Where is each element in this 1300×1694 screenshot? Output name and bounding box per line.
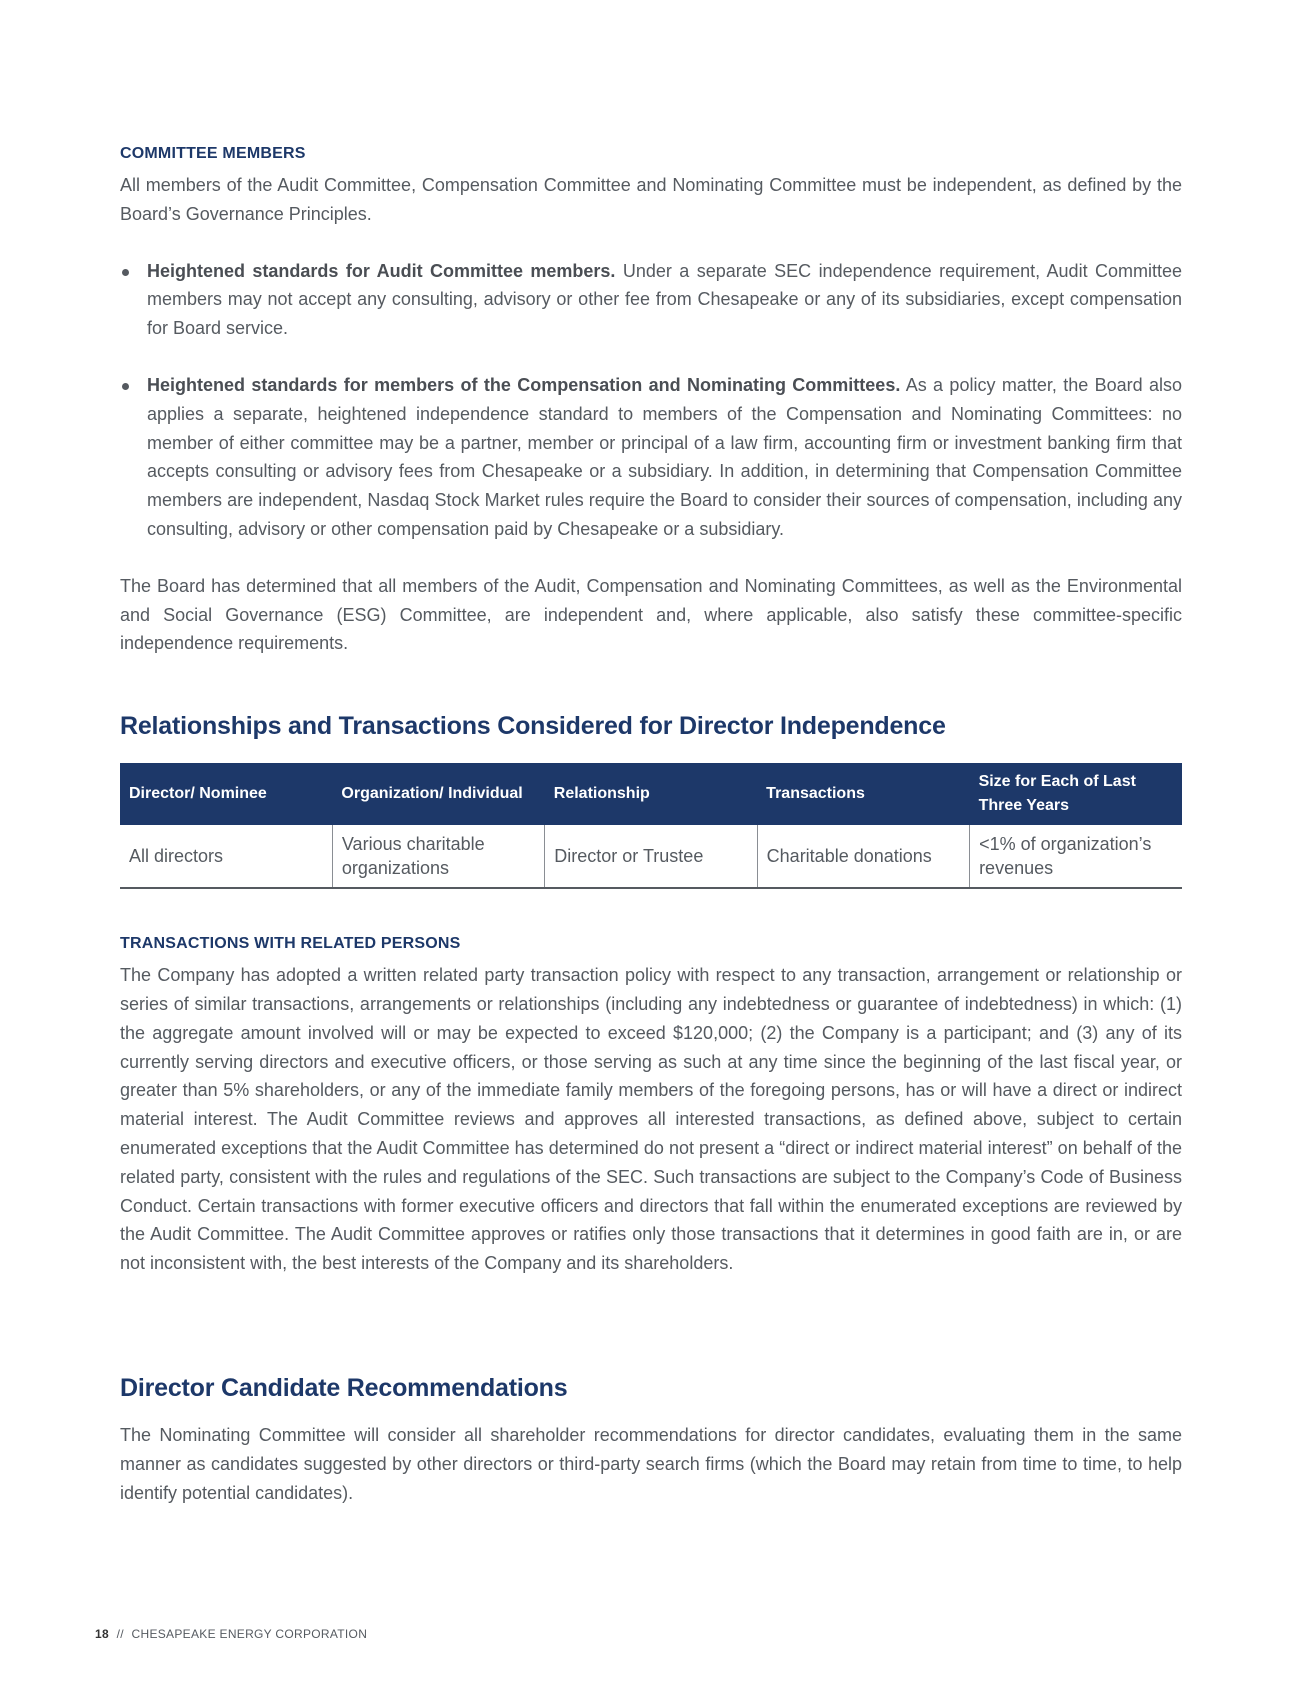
footer-separator: // [116,1627,124,1641]
relationships-title: Relationships and Transactions Considered for Director Independence [120,712,946,741]
column-header: Relationship [545,763,757,825]
bullet-dot-icon [122,269,129,276]
page-number: 18 [95,1627,109,1641]
committee-members-intro: All members of the Audit Committee, Compensation Committee and Nominating Committee must be independent, as defined by the Board’s Governance Principles. [120,175,1182,224]
page-content [120,145,1182,1535]
director-candidates-text: The Nominating Committee will consider all shareholder recommendations for director candidates, evaluating them in the same manner as candidates suggested by other directors or third-party search firms (which the Board may retain from time to time, to help identify potential candidates). [120,1424,1182,1503]
table-cell: All directors [120,825,332,888]
committee-members-heading: COMMITTEE MEMBERS [120,145,306,162]
column-header: Organization/ Individual [332,763,544,825]
page-footer [95,1627,367,1641]
bullet-text: As a policy matter, the Board also applies a separate, heightened independence standard to members of the Compensation and Nominating Committees: no member of either committee may be a partner, member or principal of a law firm, accounting firm or investment banking firm that accepts consulting or advisory fees from Chesapeake or a subsidiary. In addition, in determining that Compensation Committee members are independent, Nasdaq Stock Market rules require the Board to consider their sources of compensation, including any consulting, advisory or other compensation paid by Chesapeake or a subsidiary. [147,374,1182,539]
bullet-compensation-nominating [120,371,1182,544]
footer-company: CHESAPEAKE ENERGY CORPORATION [131,1627,368,1641]
column-header: Transactions [757,763,969,825]
table-cell: Various charitable organizations [332,825,544,888]
table-cell: <1% of organization’s revenues [970,825,1182,888]
related-persons-heading: TRANSACTIONS WITH RELATED PERSONS [120,935,461,953]
bullet-lead: Heightened standards for Audit Committee members. [147,260,616,281]
table-cell: Director or Trustee [545,825,757,888]
column-header: Size for Each of Last Three Years [970,763,1182,825]
bullet-audit-committee [120,257,1182,343]
table-cell: Charitable donations [757,825,969,888]
table-header-row [120,763,1182,825]
column-header: Director/ Nominee [120,763,332,825]
related-persons-text: The Company has adopted a written related party transaction policy with respect to any transaction, arrangement or relationship or series of similar transactions, arrangements or relationships (including any indebtedness or guarantee of indebtedness) in which: (1) the aggregate amount involved will or may be expected to exceed $120,000; (2) the Company is a participant; and (3) any of its currently serving directors and executive officers, or those serving as such at any time since the beginning of the last fiscal year, or greater than 5% shareholders, or any of the immediate family members of the foregoing persons, has or will have a direct or indirect material interest. The Audit Committee reviews and approves all interested transactions, as defined above, subject to certain enumerated exceptions that the Audit Committee has determined do not present a “direct or indirect material interest” on behalf of the related party, consistent with the rules and regulations of the SEC. Such transactions are subject to the Company’s Code of Business Conduct. Certain transactions with former executive officers and directors that fall within the enumerated exceptions are reviewed by the Audit Committee. The Audit Committee approves or ratifies only those transactions that it determines in good faith are in, or are not inconsistent with, the best interests of the Company and its shareholders. [120,965,1182,1274]
bullet-text: Under a separate SEC independence requirement, Audit Committee members may not accept any consulting, advisory or other fee from Chesapeake or any of its subsidiaries, except compensation for Board service. [147,260,1182,339]
bullet-dot-icon [122,383,129,390]
committee-bullets [120,257,1182,544]
director-candidates-title: Director Candidate Recommendations [120,1373,568,1402]
committee-members-closing: The Board has determined that all members of the Audit, Compensation and Nominating Committees, as well as the Environmental and Social Governance (ESG) Committee, are independent and, where applicable, also satisfy these committee-specific independence requirements. [120,575,1182,654]
bullet-lead: Heightened standards for members of the Compensation and Nominating Committees. [147,374,901,395]
relationships-table [120,763,1182,889]
table-row [120,825,1182,888]
